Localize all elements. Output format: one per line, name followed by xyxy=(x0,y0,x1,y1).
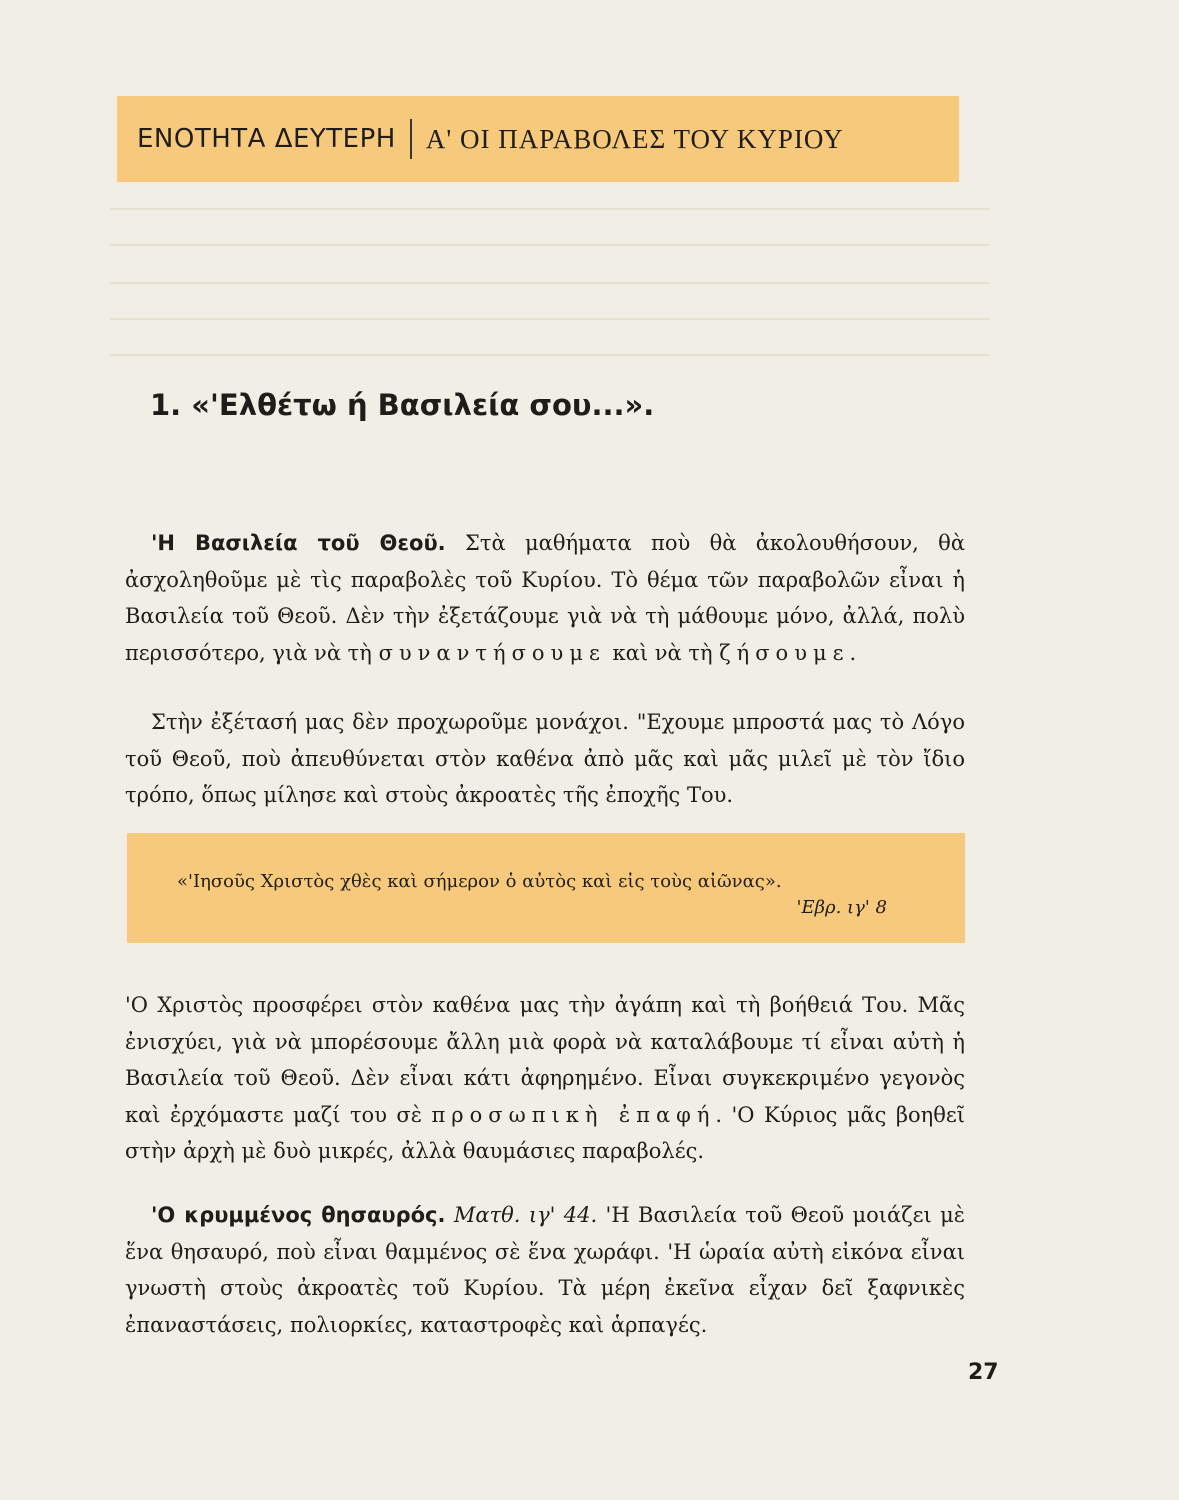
bleed-through-line xyxy=(110,354,990,356)
section-title: 1. «'Ελθέτω ή Βασιλεία σου...». xyxy=(150,388,655,422)
paragraph-christ-offers xyxy=(125,987,965,1170)
page-number: 27 xyxy=(968,1360,999,1385)
paragraph-kingdom-of-god xyxy=(125,525,965,671)
paragraph-text: Στὰ μαθήματα ποὺ θὰ ἀκολουθήσουν, θὰ ἀσχοληθοῦμε μὲ τὶς παραβολὲς τοῦ Κυρίου. Τὸ θέμα τῶν παραβολῶν εἶναι ἡ Βασιλεία τοῦ Θεοῦ. Δὲν τὴν ἐξετάζουμε γιὰ νὰ τὴ μάθουμε μόνο, ἀλλά, πολὺ περισσότερο, γιὰ νὰ τὴ xyxy=(125,531,965,665)
paragraph-examination xyxy=(125,704,965,814)
bleed-through-line xyxy=(110,244,990,246)
paragraph-text: Στὴν ἐξέτασή μας δὲν προχωροῦμε μονάχοι. "Εχουμε μπροστά μας τὸ Λόγο τοῦ Θεοῦ, ποὺ ἀπευθύνεται στὸν καθένα ἀπὸ μᾶς καὶ μᾶς μιλεῖ μὲ τὸν ἴδιο τρόπο, ὅπως μίλησε καὶ στοὺς ἀκροατὲς τῆς ἐποχῆς Του. xyxy=(125,710,965,807)
paragraph-text: καὶ νὰ τὴ xyxy=(605,640,720,665)
bleed-through-line xyxy=(110,282,990,284)
scripture-reference: Ματθ. ιγ' 44. xyxy=(445,1203,598,1227)
paragraph-lead: 'Η Βασιλεία τοῦ Θεοῦ. xyxy=(151,531,446,555)
bleed-through-line xyxy=(110,208,990,210)
emphasis-text: ζήσουμε xyxy=(719,640,850,665)
paragraph-hidden-treasure xyxy=(125,1197,965,1343)
quote-text: «'Ιησοῦς Χριστὸς χθὲς καὶ σήμερον ὁ αὐτὸς καὶ εἰς τοὺς αἰῶνας». xyxy=(177,871,782,892)
chapter-heading: Α' ΟΙ ΠΑΡΑΒΟΛΕΣ ΤΟΥ ΚΥΡΙΟΥ xyxy=(425,123,844,154)
paragraph-text: . xyxy=(849,640,857,665)
quote-reference: 'Εβρ. ιγ' 8 xyxy=(796,897,887,918)
quote-band xyxy=(127,833,965,943)
chapter-header-band xyxy=(117,96,959,182)
paragraph-text: 'Ο Χριστὸς προσφέρει στὸν καθένα μας τὴν ἀγάπη καὶ τὴ βοήθειά Του. Μᾶς ἐνισχύει, γιὰ νὰ μπορέσουμε ἄλλη μιὰ φορὰ νὰ καταλάβουμε τί εἶναι αὐτὴ ἡ Βασιλεία τοῦ Θεοῦ. Δὲν εἶναι κάτι ἀφηρημένο. Εἶναι συγκεκριμένο γεγονὸς καὶ ἐρχόμαστε μαζί του σὲ xyxy=(125,993,965,1127)
paragraph-lead: 'Ο κρυμμένος θησαυρός. xyxy=(151,1203,446,1227)
paragraph-text: 'Η Βασιλεία τοῦ Θεοῦ μοιάζει μὲ ἕνα θησαυρό, ποὺ εἶναι θαμμένος σὲ ἕνα χωράφι. 'Η ὡραία αὐτὴ εἰκόνα εἶναι γνωστὴ στοὺς ἀκροατὲς τοῦ Κυρίου. Τὰ μέρη ἐκεῖνα εἶχαν δεῖ ξαφνικὲς ἐπαναστάσεις, πολιορκίες, καταστροφὲς καὶ ἁρπαγές. xyxy=(125,1203,965,1337)
paragraph-text: . 'Ο Κύριος μᾶς βοηθεῖ στὴν ἀρχὴ μὲ δυὸ μικρές, ἀλλὰ θαυμάσιες παραβολές. xyxy=(125,1102,965,1163)
unit-heading: ΕΝΟΤΗΤΑ ΔΕΥΤΕΡΗ xyxy=(117,119,412,159)
emphasis-text: προσωπικὴ ἐπαφή xyxy=(431,1102,716,1127)
bleed-through-line xyxy=(110,318,990,320)
emphasis-text: συναντήσουμε xyxy=(378,640,606,665)
